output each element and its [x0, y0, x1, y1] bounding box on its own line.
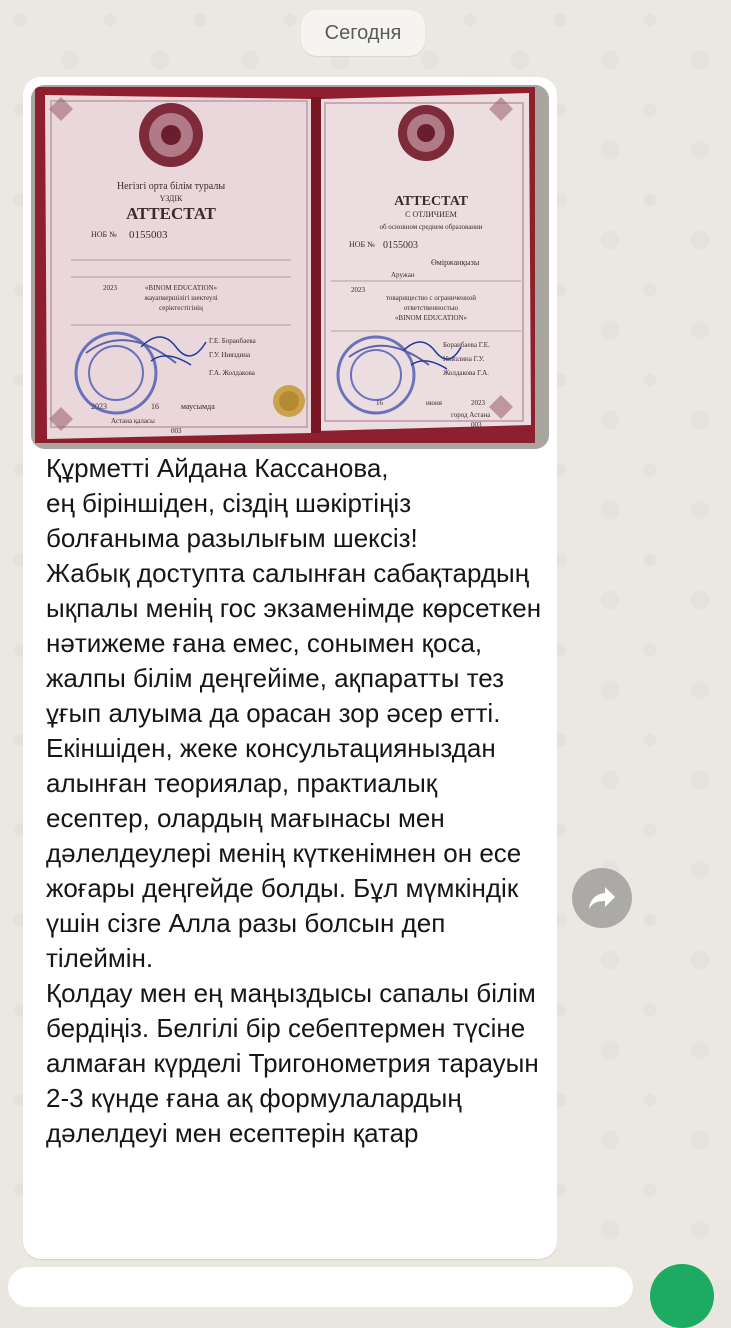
right-year-bottom: 2023 [471, 399, 485, 407]
left-school-line2: жауапкершілігі шектеулі [144, 294, 218, 302]
right-student-name: Өміржанқызы [431, 258, 480, 267]
mic-button[interactable] [650, 1264, 714, 1328]
left-school-line1: «BINOM EDUCATION» [144, 284, 218, 292]
forward-button[interactable] [572, 868, 632, 928]
left-month: маусымда [181, 402, 215, 411]
left-sign3: Г.А. Жолдакова [209, 369, 255, 377]
message-text: Құрметті Айдана Кассанова, ең біріншіден, сіздің шәкіртіңіз болғаныма разылығым шексіз! Жабық доступта салынған сабақтардың ықпалы менің гос экзаменімде көрсеткен нәтижеме ғана емес, сонымен қоса, жалпы білім деңгейіме, ақпаратты тез ұғып алуыма да орасан зор әсер етті. Екіншіден, жеке консультацияныздан алынған теориялар, практиалық есептер, олардың мағынасы мен дәлелдеулері менің күткенімнен он есе жоғары деңгейде болды. Бұл мүмкіндік үшін сізге Алла разы болсын деп тілеймін. Қолдау мен ең маңыздысы сапалы білім бердіңіз. Белгілі бір себептермен түсіне алмаған күрделі Тригонометрия тарауын 2-3 күнде ғана ақ формулалардың дәлелдеуі мен есептерін қатар [46, 453, 542, 1148]
right-school-line2: ответственностью [403, 304, 459, 312]
left-city: Астана қаласы [111, 417, 155, 425]
left-school-line3: серіктестігінің [159, 304, 203, 312]
date-separator: Сегодня [301, 10, 425, 56]
left-sign2: Г.У. Нияздина [209, 351, 251, 359]
right-school-line3: «BINOM EDUCATION» [394, 314, 468, 322]
right-badge: С ОТЛИЧИЕМ [405, 210, 457, 219]
right-title: АТТЕСТАТ [394, 194, 468, 209]
right-number-prefix: НОБ № [349, 240, 375, 249]
left-number: 0155003 [129, 229, 168, 241]
message-bubble[interactable] [23, 77, 557, 1259]
left-badge: ҮЗДІК [159, 194, 183, 203]
right-number: 0155003 [383, 240, 418, 251]
left-title: АТТЕСТАТ [126, 204, 216, 223]
left-number-prefix: НОБ № [91, 230, 117, 239]
left-year: 2023 [103, 284, 117, 292]
right-year: 2023 [351, 286, 365, 294]
right-student-first: Аружан [391, 271, 415, 279]
right-school-line1: товарищество с ограниченной [385, 294, 477, 302]
forward-arrow-icon [587, 885, 617, 911]
certificate-photo-drawing [31, 85, 549, 449]
right-reg-no: 003 [471, 421, 482, 429]
right-day: 16 [376, 399, 383, 407]
right-sign3: Жолдакова Г.А. [443, 369, 489, 377]
left-sign1: Г.Е. Боранбаева [209, 337, 256, 345]
right-sign2: Ниязлина Г.У. [443, 355, 485, 363]
left-title-line1: Негізгі орта білім туралы [116, 181, 226, 192]
message-input[interactable] [8, 1267, 633, 1307]
certificate-photo[interactable] [31, 85, 549, 449]
right-title-line2: об основном среднем образовании [379, 223, 483, 231]
left-year-bottom: 2023 [91, 402, 107, 411]
left-day: 16 [151, 402, 159, 411]
right-month: июня [426, 399, 442, 407]
state-emblem-icon [398, 105, 454, 161]
right-sign1: Боранбаева Г.Е. [443, 341, 490, 349]
right-city: город Астана [451, 411, 491, 419]
state-emblem-icon [139, 103, 203, 167]
left-reg-no: 003 [171, 427, 182, 435]
